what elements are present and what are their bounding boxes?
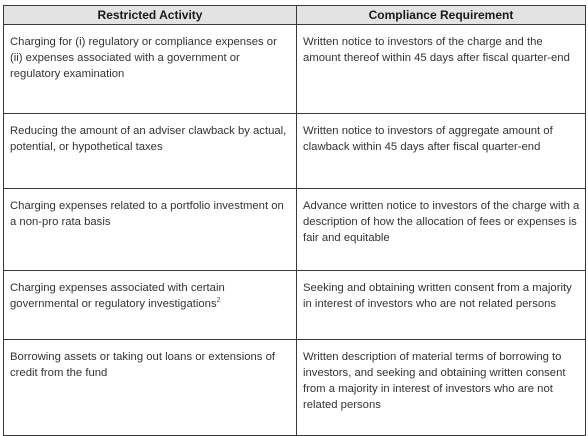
compliance-requirement-cell: Advance written notice to investors of the charge with a description of how the allocation of fees or expenses is fair and equitable	[297, 189, 586, 271]
table-header-row	[4, 6, 586, 25]
restricted-activity-text: Charging expenses associated with certain governmental or regulatory investigations	[10, 282, 225, 310]
table-row	[4, 340, 586, 436]
restricted-activity-cell: Reducing the amount of an adviser clawback by actual, potential, or hypothetical taxes	[4, 114, 297, 189]
compliance-requirement-cell: Written notice to investors of aggregate amount of clawback within 45 days after fiscal quarter-end	[297, 114, 586, 189]
column-header-compliance-requirement: Compliance Requirement	[297, 6, 586, 25]
table-row	[4, 189, 586, 271]
restricted-activities-table	[3, 5, 586, 436]
restricted-activity-cell: Charging for (i) regulatory or compliance expenses or (ii) expenses associated with a government or regulatory examination	[4, 25, 297, 114]
compliance-requirement-cell: Written description of material terms of borrowing to investors, and seeking and obtaining written consent from a majority in interest of investors who are not related persons	[297, 340, 586, 436]
restricted-activity-cell	[4, 271, 297, 340]
compliance-requirement-cell: Written notice to investors of the charge and the amount thereof within 45 days after fiscal quarter-end	[297, 25, 586, 114]
restricted-activity-cell: Borrowing assets or taking out loans or extensions of credit from the fund	[4, 340, 297, 436]
column-header-restricted-activity: Restricted Activity	[4, 6, 297, 25]
table-row	[4, 25, 586, 114]
restricted-activity-cell: Charging expenses related to a portfolio investment on a non-pro rata basis	[4, 189, 297, 271]
table-row	[4, 114, 586, 189]
table-row	[4, 271, 586, 340]
compliance-requirement-cell: Seeking and obtaining written consent from a majority in interest of investors who are not related persons	[297, 271, 586, 340]
footnote-marker[interactable]: 2	[216, 297, 221, 305]
